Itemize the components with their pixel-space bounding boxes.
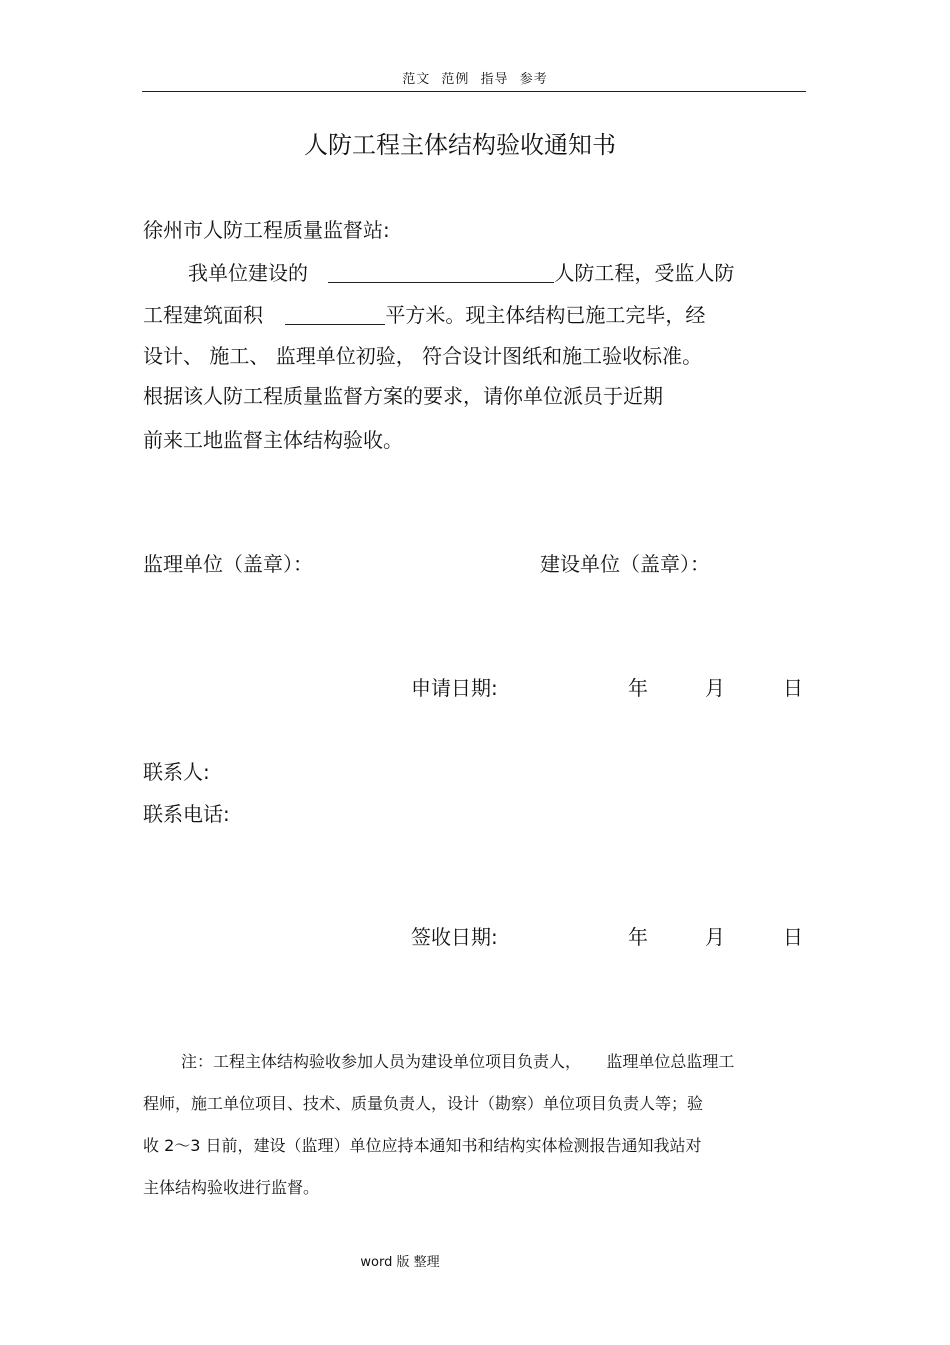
body-line-1 (188, 257, 734, 286)
note-line-1: 注：工程主体结构验收参加人员为建设单位项目负责人， 监理单位总监理工 (181, 1052, 735, 1071)
note-line-3: 收 2～3 日前，建设（监理）单位应持本通知书和结构实体检测报告通知我站对 (143, 1136, 702, 1155)
project-name-blank (328, 262, 554, 283)
contact-phone-label: 联系电话: (143, 802, 230, 826)
apply-date-year: 年 (628, 676, 648, 700)
body-line-3: 设计、 施工、 监理单位初验， 符合设计图纸和施工验收标准。 (143, 344, 703, 368)
body-line-2 (143, 299, 705, 328)
header-rule (142, 91, 806, 92)
document-title: 人防工程主体结构验收通知书 (304, 131, 616, 159)
body-line-2-prefix: 工程建筑面积 (143, 303, 263, 327)
builder-seal-label: 建设单位（盖章）： (540, 552, 710, 576)
area-blank (285, 304, 385, 325)
page-header: 范文 范例 指导 参考 (402, 72, 548, 87)
receive-date-year: 年 (628, 925, 648, 949)
apply-date-label: 申请日期: (411, 676, 498, 700)
note-line-4: 主体结构验收进行监督。 (143, 1178, 320, 1197)
note-line-2: 程师，施工单位项目、技术、质量负责人，设计（勘察）单位项目负责人等；验 (143, 1094, 704, 1113)
body-line-1-suffix: 人防工程，受监人防 (554, 261, 735, 285)
contact-person-label: 联系人: (143, 760, 210, 784)
supervisor-seal-label: 监理单位（盖章）： (143, 552, 313, 576)
body-line-5: 前来工地监督主体结构验收。 (143, 428, 403, 452)
salutation: 徐州市人防工程质量监督站: (143, 218, 390, 242)
receive-date-month: 月 (705, 925, 725, 949)
receive-date-label: 签收日期: (411, 925, 498, 949)
body-line-2-suffix: 平方米。现主体结构已施工完毕，经 (385, 303, 706, 327)
body-line-4: 根据该人防工程质量监督方案的要求，请你单位派员于近期 (143, 384, 663, 408)
apply-date-month: 月 (705, 676, 725, 700)
receive-date-day: 日 (783, 925, 803, 949)
page-footer: word 版 整理 (360, 1255, 440, 1270)
body-line-1-prefix: 我单位建设的 (188, 261, 308, 285)
apply-date-day: 日 (783, 676, 803, 700)
